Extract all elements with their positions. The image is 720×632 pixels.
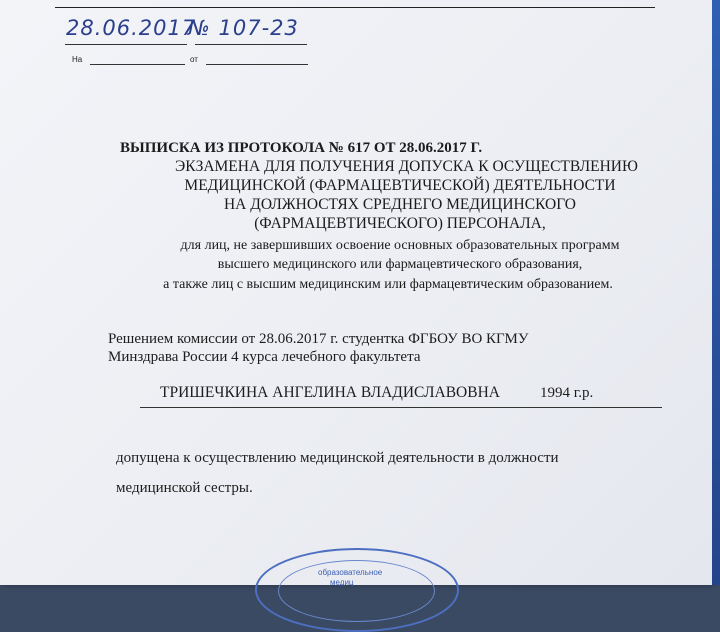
handwritten-date: 28.06.2017 bbox=[66, 16, 197, 40]
handwritten-number: № 107-23 bbox=[188, 16, 299, 40]
title-line-6: для лиц, не завершивших освоение основных образовательных программ bbox=[180, 238, 620, 253]
ot-label: от bbox=[190, 55, 198, 64]
date-underline bbox=[65, 44, 187, 45]
na-blank bbox=[90, 64, 185, 65]
protocol-title: ВЫПИСКА ИЗ ПРОТОКОЛА № 617 ОТ 28.06.2017 Г. bbox=[120, 140, 483, 156]
blue-folder-edge bbox=[712, 0, 720, 585]
birth-year: 1994 г.р. bbox=[540, 385, 594, 401]
title-line-2: ЭКЗАМЕНА ДЛЯ ПОЛУЧЕНИЯ ДОПУСКА К ОСУЩЕСТВЛЕНИЮ bbox=[175, 158, 638, 175]
decision-line-2: Минздрава России 4 курса лечебного факультета bbox=[108, 349, 421, 365]
number-underline bbox=[195, 44, 307, 45]
na-label: На bbox=[72, 55, 83, 64]
title-line-8: а также лиц с высшим медицинским или фармацевтическим образованием. bbox=[163, 277, 613, 292]
admitted-line-2: медицинской сестры. bbox=[116, 480, 253, 496]
name-underline bbox=[140, 407, 662, 408]
stamp-text: образовательное bbox=[318, 568, 383, 577]
title-line-4: НА ДОЛЖНОСТЯХ СРЕДНЕГО МЕДИЦИНСКОГО bbox=[223, 196, 576, 213]
stamp-text-2: медиц bbox=[330, 578, 354, 587]
admitted-line-1: допущена к осуществлению медицинской деятельности в должности bbox=[116, 450, 559, 466]
header-rule bbox=[55, 7, 655, 8]
student-name: ТРИШЕЧКИНА АНГЕЛИНА ВЛАДИСЛАВОВНА bbox=[160, 384, 500, 401]
ot-blank bbox=[206, 64, 308, 65]
title-line-3: МЕДИЦИНСКОЙ (ФАРМАЦЕВТИЧЕСКОЙ) ДЕЯТЕЛЬНОСТИ bbox=[184, 177, 616, 194]
decision-line-1: Решением комиссии от 28.06.2017 г. студентка ФГБОУ ВО КГМУ bbox=[108, 331, 529, 347]
title-line-7: высшего медицинского или фармацевтического образования, bbox=[217, 257, 583, 272]
title-line-5: (ФАРМАЦЕВТИЧЕСКОГО) ПЕРСОНАЛА, bbox=[254, 215, 546, 232]
